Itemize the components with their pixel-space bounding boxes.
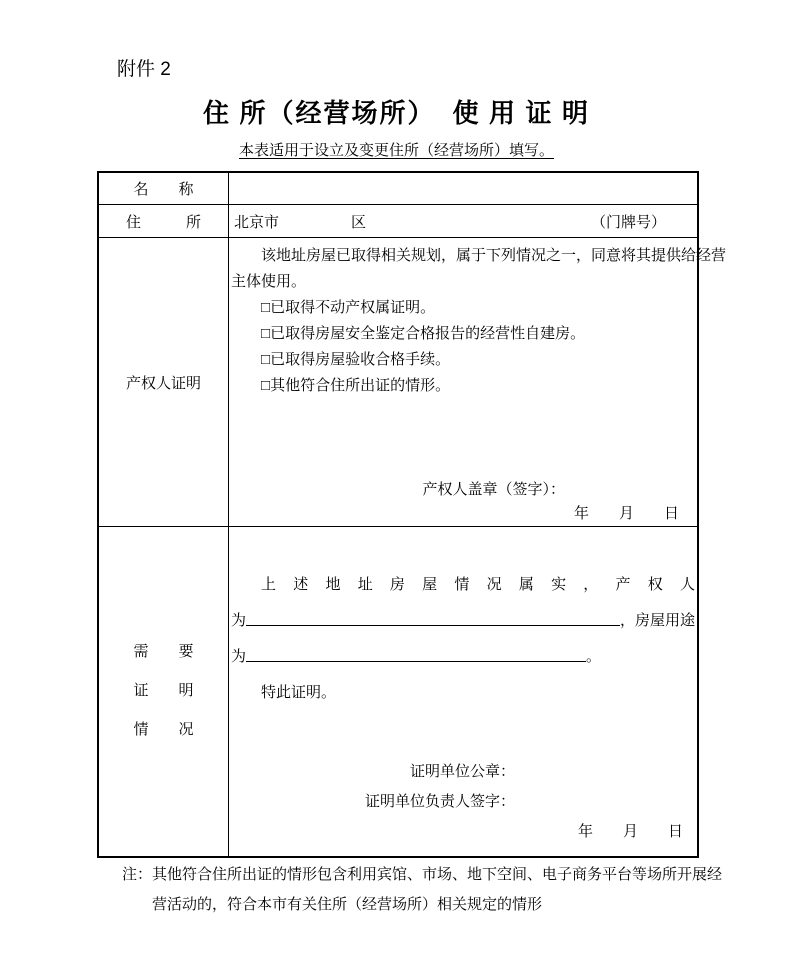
blank-prefix: 为 xyxy=(231,613,247,629)
checkbox-icon[interactable]: □ xyxy=(261,378,271,394)
address-door-no-label: （门牌号） xyxy=(591,214,667,231)
unit-seal-label: 证明单位公章： xyxy=(409,764,515,780)
certify-statement-line4: 特此证明。 xyxy=(261,685,337,701)
table-row-owner-proof xyxy=(99,237,727,526)
name-label: 名 称 xyxy=(99,173,229,204)
footnote-line1: 注：其他符合住所出证的情形包含利用宾馆、市场、地下空间、电子商务平台等场所开展经 xyxy=(122,867,723,883)
blank-suffix: ，房屋用途 xyxy=(619,613,695,629)
checkbox-icon[interactable]: □ xyxy=(261,300,271,316)
certify-label-line1: 需 要 xyxy=(133,644,194,660)
form-table xyxy=(97,171,727,858)
checkbox-option-2[interactable] xyxy=(231,321,695,347)
certify-label xyxy=(99,527,229,856)
address-value-cell[interactable] xyxy=(229,205,697,237)
checkbox-option-label: 已取得房屋安全鉴定合格报告的经营性自建房。 xyxy=(270,326,586,342)
house-use-blank-field[interactable] xyxy=(246,661,586,662)
checkbox-option-label: 已取得房屋验收合格手续。 xyxy=(270,352,451,368)
address-city: 北京市 xyxy=(234,214,280,231)
unit-signer-label: 证明单位负责人签字： xyxy=(364,794,515,810)
checkbox-option-label: 其他符合住所出证的情形。 xyxy=(270,378,451,394)
owner-date-line: 年 月 日 xyxy=(573,506,679,522)
certify-cell xyxy=(229,527,697,856)
attachment-label: 附件 2 xyxy=(117,59,171,80)
name-value-cell[interactable] xyxy=(229,173,697,204)
checkbox-icon[interactable]: □ xyxy=(261,352,271,368)
page-title: 住 所（经营场所） 使 用 证 明 xyxy=(202,99,590,128)
checkbox-option-3[interactable] xyxy=(231,347,695,373)
blank-suffix: 。 xyxy=(586,649,602,665)
checkbox-option-label: 已取得不动产权属证明。 xyxy=(270,300,436,316)
owner-proof-label: 产权人证明 xyxy=(99,238,229,526)
footnote xyxy=(122,860,793,920)
certify-label-line2: 证 明 xyxy=(133,683,194,699)
table-row-address xyxy=(99,204,697,237)
address-label: 住 所 xyxy=(99,205,229,237)
certify-date-line: 年 月 日 xyxy=(577,824,683,840)
checkbox-option-1[interactable] xyxy=(231,295,695,321)
owner-intro-line1: 该地址房屋已取得相关规划，属于下列情况之一，同意将其提供给经营 xyxy=(261,248,727,264)
subtitle: 本表适用于设立及变更住所（经营场所）填写。 xyxy=(238,143,554,159)
table-row-certify xyxy=(99,526,697,856)
owner-name-blank-field[interactable] xyxy=(246,625,620,626)
address-district-suffix: 区 xyxy=(351,214,367,231)
owner-proof-cell xyxy=(229,238,727,526)
owner-sign-label: 产权人盖章（签字）： xyxy=(422,482,565,498)
certify-statement-line3 xyxy=(231,639,695,675)
certify-statement-line1: 上述地址房屋情况属实，产权人 xyxy=(261,577,695,593)
certify-statement-line2 xyxy=(231,603,695,639)
blank-prefix: 为 xyxy=(231,649,247,665)
table-row-name xyxy=(99,173,697,204)
checkbox-icon[interactable]: □ xyxy=(261,326,271,342)
footnote-line2: 营活动的，符合本市有关住所（经营场所）相关规定的情形 xyxy=(152,897,543,913)
checkbox-option-4[interactable] xyxy=(231,373,695,399)
certify-label-line3: 情 况 xyxy=(133,722,194,738)
owner-intro-line2: 主体使用。 xyxy=(231,274,307,290)
